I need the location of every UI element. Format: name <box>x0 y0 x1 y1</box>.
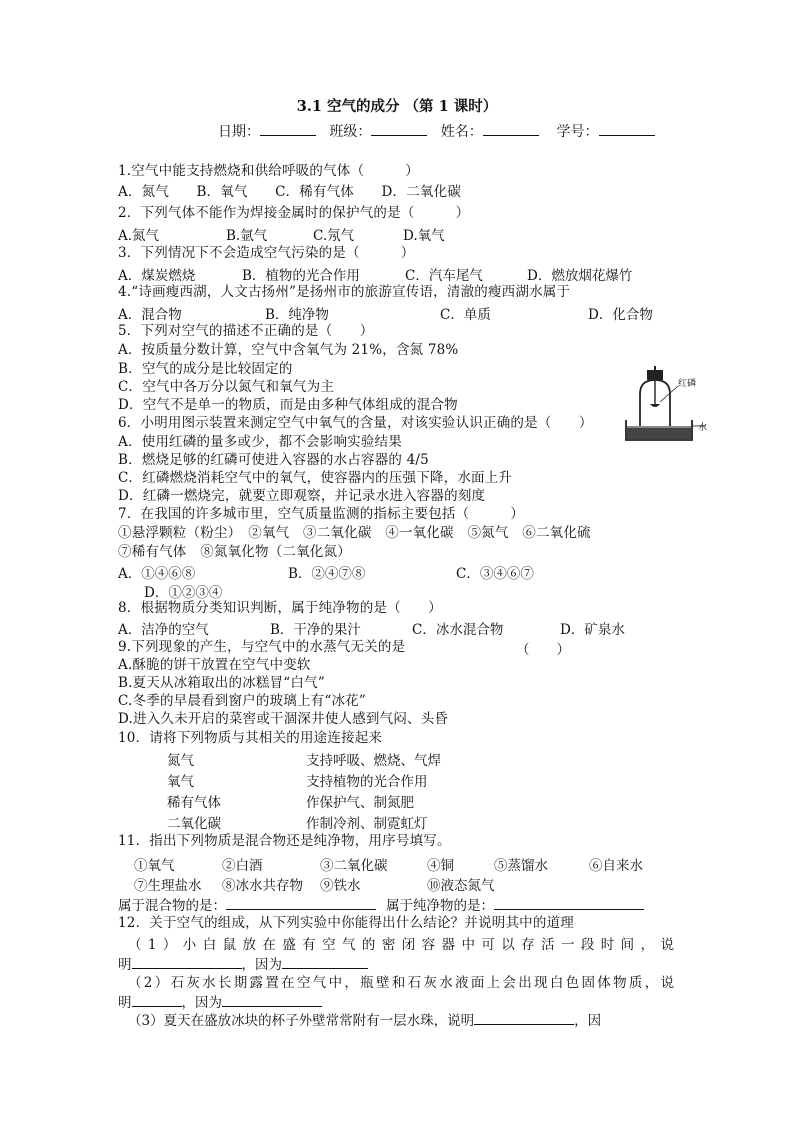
q12-part1-line1: （1）小白鼠放在盛有空气的密闭容器中可以存活一段时间，说 <box>128 937 674 953</box>
q12-part2-line1: （2）石灰水长期露置在空气中，瓶壁和石灰水液面上会出现白色固体物质，说 <box>128 975 674 991</box>
q11-item: ⑩液态氮气 <box>427 878 495 894</box>
student-info <box>218 121 655 141</box>
q10-usage[interactable]: 支持呼吸、燃烧、气焊 <box>306 753 441 769</box>
q5-option-d: D．空气不是单一的物质，而是由多种气体组成的混合物 <box>118 397 458 413</box>
class-label: 班级： <box>329 124 372 140</box>
q11-item: ②白酒 <box>222 858 263 874</box>
q12-part3-because: ，因 <box>574 1013 602 1029</box>
q10-substance[interactable]: 二氧化碳 <box>167 816 221 832</box>
q6-option-b: B．燃烧足够的红磷可使进入容器的水占容器的 4/5 <box>118 452 429 468</box>
q10-usage[interactable]: 支持植物的光合作用 <box>306 774 428 790</box>
q4-option-c: C．单质 <box>440 307 491 323</box>
q12-part3-line <box>128 1009 601 1029</box>
q6-stem: 6．小明用图示装置来测定空气中氧气的含量，对该实验认识正确的是（ ） <box>118 415 593 431</box>
q11-mixture-answer <box>118 894 376 914</box>
q2-stem: 2．下列气体不能作为焊接金属时的保护气的是（ ） <box>118 205 470 221</box>
date-label: 日期： <box>218 124 260 140</box>
q11-item: ①氧气 <box>134 858 175 874</box>
q11-item: ⑨铁水 <box>320 878 361 894</box>
q7-option-a: A．①④⑥⑧ <box>118 566 196 582</box>
number-blank[interactable] <box>599 121 655 136</box>
q7-option-d: D．①②③④ <box>144 585 223 601</box>
q8-option-b: B．干净的果汁 <box>270 622 361 638</box>
q8-option-a: A．洁净的空气 <box>118 622 209 638</box>
q11-stem: 11．指出下列物质是混合物还是纯净物，用序号填写。 <box>118 833 451 849</box>
q5-stem: 5．下列对空气的描述不正确的是（ ） <box>118 323 374 339</box>
q6-option-a: A．使用红磷的量多或少，都不会影响实验结果 <box>118 434 402 450</box>
q11-item: ⑧冰水共存物 <box>222 878 303 894</box>
q8-stem: 8．根据物质分类知识判断，属于纯净物的是（ ） <box>118 600 442 616</box>
q12-stem: 12．关于空气的组成，从下列实验中你能得出什么结论？并说明其中的道理 <box>118 915 574 931</box>
q2-option-b: B.氩气 <box>226 228 268 244</box>
q12-part2-blank-reason[interactable] <box>222 992 322 1007</box>
q11-item: ④铜 <box>427 858 454 874</box>
q12-part2-because: ，因为 <box>181 995 222 1011</box>
q12-part1-because: ，因为 <box>241 957 282 973</box>
q3-option-b: B．植物的光合作用 <box>242 268 360 284</box>
q6-option-d: D．红磷一燃烧完，就要立即观察，并记录水进入容器的刻度 <box>118 488 486 504</box>
q11-pure-answer <box>386 894 644 914</box>
q9-option-d: D.进入久未开启的菜窖或干涸深井使人感到气闷、头昏 <box>118 711 449 727</box>
q1-options: A．氮气 B．氧气 C．稀有气体 D．二氧化碳 <box>118 184 462 200</box>
q10-substance[interactable]: 氮气 <box>167 753 194 769</box>
q11-item: ⑥自来水 <box>589 858 643 874</box>
q11-mixture-label: 属于混合物的是： <box>118 898 226 914</box>
q4-option-d: D．化合物 <box>588 307 653 323</box>
q11-item: ③二氧化碳 <box>320 858 388 874</box>
q2-option-a: A.氮气 <box>118 228 160 244</box>
q3-stem: 3．下列情况下不会造成空气污染的是（ ） <box>118 245 415 261</box>
q11-item: ⑦生理盐水 <box>134 878 202 894</box>
q8-option-c: C．冰水混合物 <box>412 622 504 638</box>
q11-mixture-blank[interactable] <box>226 895 376 910</box>
q3-option-d: D．燃放烟花爆竹 <box>527 268 633 284</box>
q12-part3-text: （3）夏天在盛放冰块的杯子外壁常常附有一层水珠，说明 <box>128 1013 475 1029</box>
q12-part2-prefix: 明 <box>118 995 132 1011</box>
q10-substance[interactable]: 稀有气体 <box>167 795 221 811</box>
q12-part3-blank[interactable] <box>474 1010 574 1025</box>
q7-stem: 7．在我国的许多城市里，空气质量监测的指标主要包括（ ） <box>118 506 525 522</box>
q11-pure-label: 属于纯净物的是： <box>386 898 494 914</box>
q9-stem: 9.下列现象的产生，与空气中的水蒸气无关的是 <box>118 639 406 655</box>
q10-stem: 10．请将下列物质与其相关的用途连接起来 <box>118 730 383 746</box>
name-label: 姓名： <box>440 124 483 140</box>
q7-items-line2: ⑦稀有气体 ⑧氮氧化物（二氧化氮） <box>118 544 351 560</box>
q11-item: ⑤蒸馏水 <box>494 858 548 874</box>
q5-option-b: B．空气的成分是比较固定的 <box>118 361 293 377</box>
name-blank[interactable] <box>483 121 539 136</box>
q7-option-c: C．③④⑥⑦ <box>456 566 534 582</box>
q1-stem: 1.空气中能支持燃烧和供给呼吸的气体（ ） <box>118 163 419 179</box>
water-label: 水 <box>698 423 708 433</box>
q12-part1-line2 <box>118 953 368 973</box>
q12-part1-prefix: 明 <box>118 957 132 973</box>
q5-option-a: A．按质量分数计算，空气中含氧气为 21%，含氮 78% <box>118 342 459 358</box>
q9-answer-paren: （ ） <box>516 642 570 658</box>
page-title: 3.1 空气的成分 （第 1 课时） <box>296 98 498 115</box>
experiment-apparatus-figure <box>620 364 712 444</box>
q8-option-d: D．矿泉水 <box>560 622 625 638</box>
q11-pure-blank[interactable] <box>494 895 644 910</box>
q9-option-a: A.酥脆的饼干放置在空气中变软 <box>118 657 311 673</box>
date-blank[interactable] <box>260 121 316 136</box>
q5-option-c: C．空气中各万分以氮气和氧气为主 <box>118 379 335 395</box>
q9-option-c: C.冬季的早晨看到窗户的玻璃上有“冰花” <box>118 693 366 709</box>
q12-part1-blank-reason[interactable] <box>282 954 368 969</box>
number-label: 学号： <box>556 124 599 140</box>
q12-part1-blank-conclusion[interactable] <box>132 954 242 969</box>
q3-option-c: C．汽车尾气 <box>405 268 483 284</box>
class-blank[interactable] <box>371 121 427 136</box>
q4-option-a: A．混合物 <box>118 307 182 323</box>
q10-usage[interactable]: 作制冷剂、制霓虹灯 <box>306 816 428 832</box>
q2-option-c: C.氖气 <box>313 228 355 244</box>
q12-part2-line2 <box>118 991 322 1011</box>
q4-stem: 4.“诗画瘦西湖，人文古扬州”是扬州市的旅游宣传语，清澈的瘦西湖水属于 <box>118 284 571 300</box>
q7-items-line1: ①悬浮颗粒（粉尘） ②氧气 ③二氧化碳 ④一氧化碳 ⑤氮气 ⑥二氧化硫 <box>118 525 591 541</box>
q7-option-b: B．②④⑦⑧ <box>288 566 366 582</box>
red-phosphorus-label: 红磷 <box>678 379 697 389</box>
q10-usage[interactable]: 作保护气、制氮肥 <box>306 795 414 811</box>
q2-option-d: D.氧气 <box>403 228 445 244</box>
q9-option-b: B.夏天从冰箱取出的冰糕冒“白气” <box>118 675 325 691</box>
q10-substance[interactable]: 氧气 <box>167 774 194 790</box>
q3-option-a: A．煤炭燃烧 <box>118 268 196 284</box>
q4-option-b: B．纯净物 <box>265 307 329 323</box>
q6-option-c: C．红磷燃烧消耗空气中的氧气，使容器内的压强下降，水面上升 <box>118 470 513 486</box>
q12-part2-blank-conclusion[interactable] <box>132 992 182 1007</box>
